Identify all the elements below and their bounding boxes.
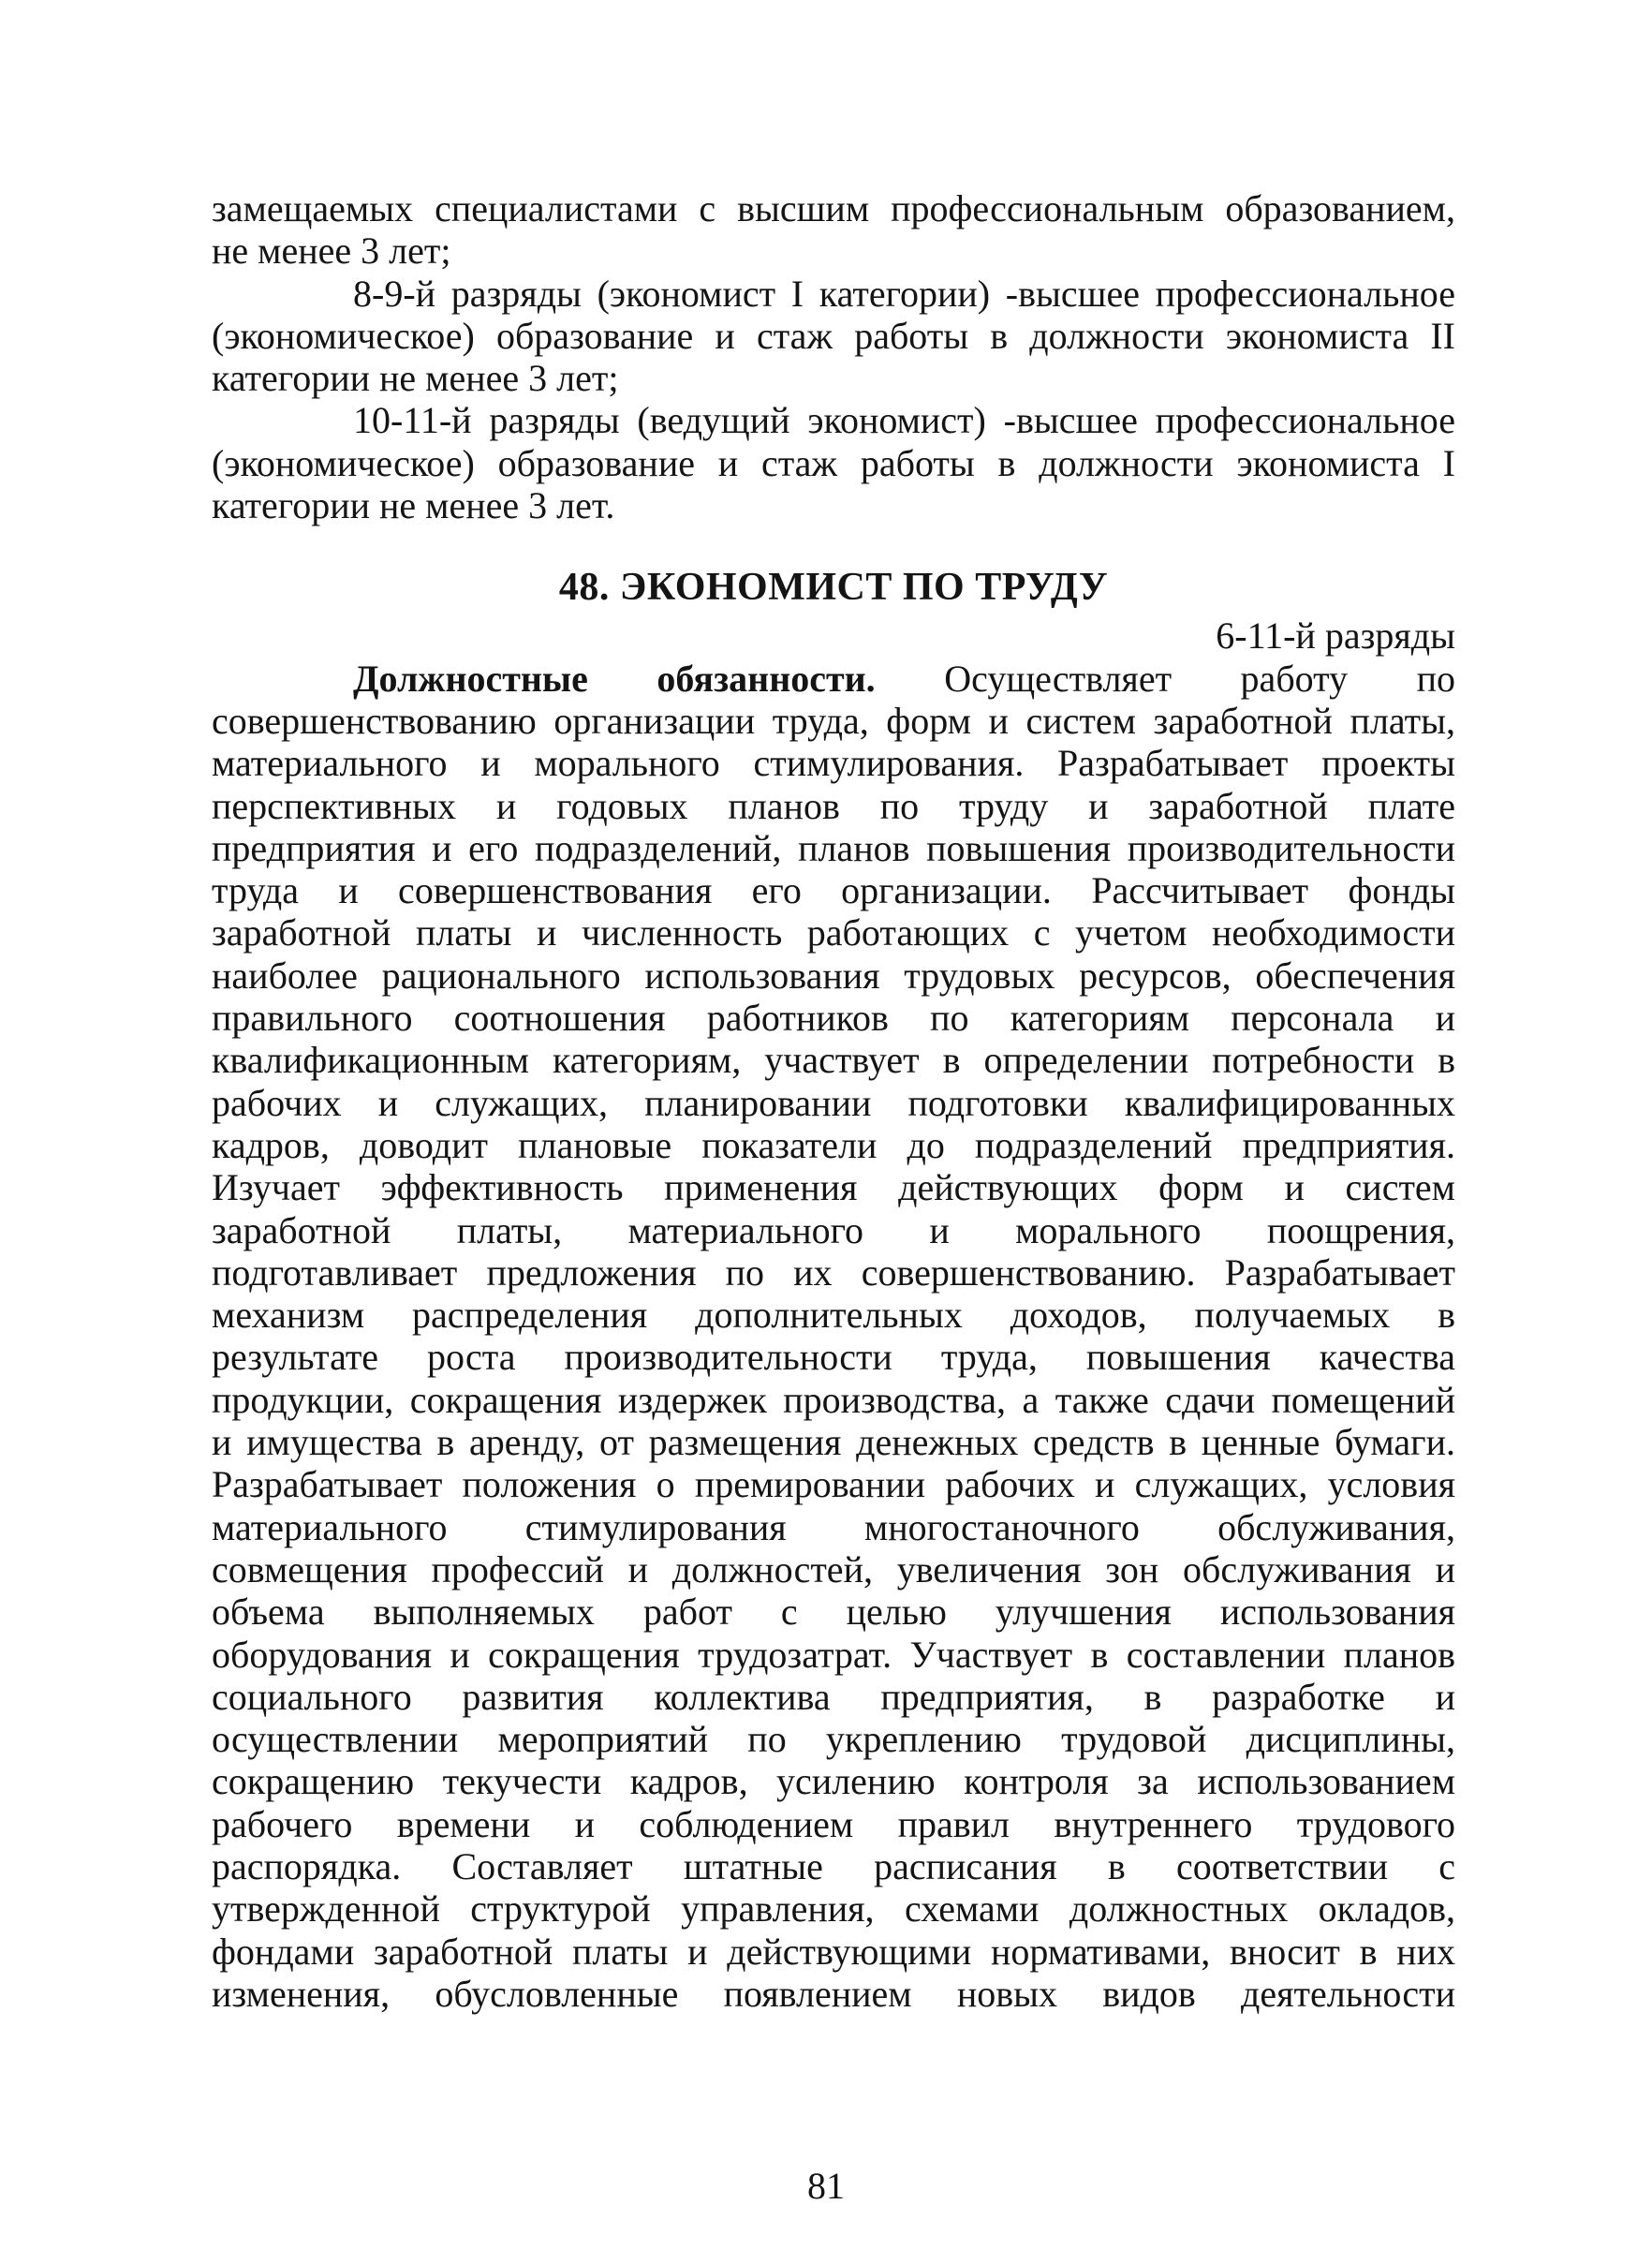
text-line: наиболее рационального использования трудовых ресурсов, обеспечения (212, 954, 1455, 997)
text-line: сокращению текучести кадров, усилению контроля за использованием (212, 1760, 1455, 1803)
text-line: не менее 3 лет; (212, 229, 451, 273)
text-line: объема выполняемых работ с целью улучшения использования (212, 1591, 1455, 1634)
text-line: правильного соотношения работников по категориям персонала и (212, 997, 1455, 1040)
text-line: изменения, обусловленные появлением новых видов деятельности (212, 1972, 1455, 2015)
text-line: Разрабатывает положения о премировании рабочих и служащих, условия (212, 1463, 1455, 1506)
text-line: распорядка. Составляет штатные расписания в соответствии с (212, 1844, 1455, 1887)
text-line: результате роста производительности труда, повышения качества (212, 1336, 1455, 1379)
text-line: осуществлении мероприятий по укреплению трудовой дисциплины, (212, 1718, 1455, 1761)
text-line: предприятия и его подразделений, планов повышения производительности (212, 826, 1455, 869)
duties-first-line (212, 658, 1455, 700)
text-line: социального развития коллектива предприятия, в разработке и (212, 1675, 1455, 1718)
text-line: 10-11-й разряды (ведущий экономист) -высшее профессиональное (353, 399, 1455, 442)
text-line: материального и морального стимулирования. Разрабатывает проекты (212, 742, 1455, 785)
duties-label: Должностные обязанности. (353, 657, 876, 700)
text-line: продукции, сокращения издержек производства, а также сдачи помещений (212, 1378, 1455, 1421)
text-line: подготавливает предложения по их совершенствованию. Разрабатывает (212, 1250, 1455, 1294)
text-line: Осуществляет работу по (944, 657, 1455, 700)
grades-label: 6-11-й разряды (1216, 614, 1455, 658)
text-line: квалификационным категориям, участвует в определении потребности в (212, 1039, 1455, 1082)
text-line: категории не менее 3 лет. (212, 484, 615, 527)
text-line: 8-9-й разряды (экономист I категории) -высшее профессиональное (353, 272, 1455, 315)
text-line: (экономическое) образование и стаж работы в должности экономиста II (212, 314, 1455, 357)
text-line: заработной платы и численность работающих с учетом необходимости (212, 911, 1455, 954)
text-line: кадров, доводит плановые показатели до подразделений предприятия. (212, 1123, 1455, 1166)
text-line: рабочих и служащих, планировании подготовки квалифицированных (212, 1081, 1455, 1124)
text-line: механизм распределения дополнительных доходов, получаемых в (212, 1294, 1455, 1337)
text-line: перспективных и годовых планов по труду и заработной плате (212, 784, 1455, 827)
text-line: фондами заработной платы и действующими нормативами, вносит в них (212, 1930, 1455, 1973)
text-line: рабочего времени и соблюдением правил внутреннего трудового (212, 1802, 1455, 1845)
text-line: утвержденной структурой управления, схемами должностных окладов, (212, 1887, 1455, 1931)
text-line: материального стимулирования многостаночного обслуживания, (212, 1505, 1455, 1548)
document-page (212, 187, 1455, 2015)
text-line: замещаемых специалистами с высшим профессиональным образованием, (212, 187, 1455, 229)
text-line: Изучает эффективность применения действующих форм и систем (212, 1166, 1455, 1209)
text-line: оборудования и сокращения трудозатрат. Участвует в составлении планов (212, 1633, 1455, 1676)
text-line: (экономическое) образование и стаж работы в должности экономиста I (212, 441, 1455, 484)
text-line: совмещения профессий и должностей, увеличения зон обслуживания и (212, 1547, 1455, 1591)
text-line: совершенствованию организации труда, форм и систем заработной платы, (212, 699, 1455, 742)
section-heading: 48. ЭКОНОМИСТ ПО ТРУДУ (558, 566, 1109, 610)
text-line: и имущества в аренду, от размещения денежных средств в ценные бумаги. (212, 1421, 1455, 1464)
text-line: заработной платы, материального и морального поощрения, (212, 1208, 1455, 1251)
text-line: труда и совершенствования его организации. Рассчитывает фонды (212, 869, 1455, 912)
text-line: категории не менее 3 лет; (212, 357, 619, 400)
page-number: 81 (807, 2165, 845, 2207)
